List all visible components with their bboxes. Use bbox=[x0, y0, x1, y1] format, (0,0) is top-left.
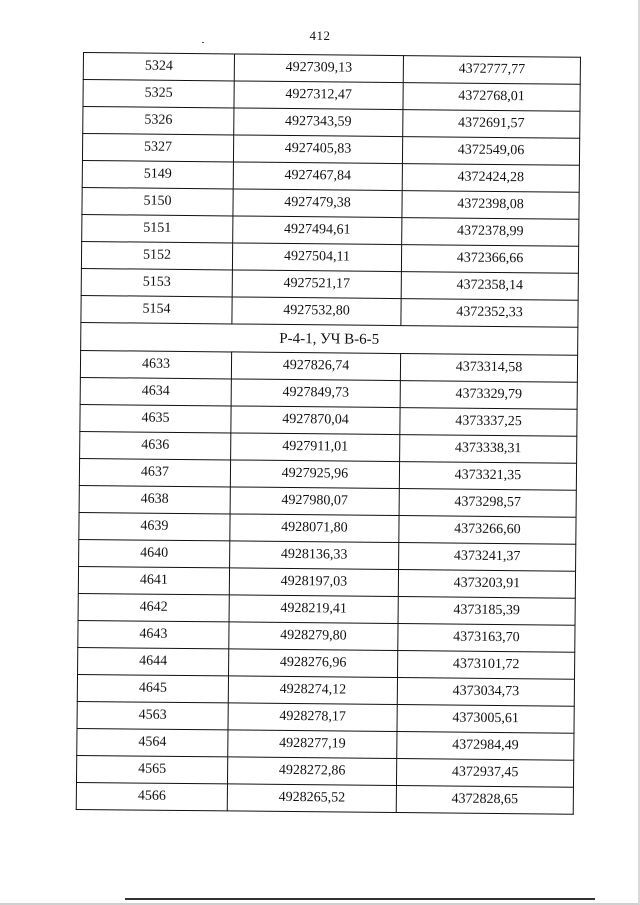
x-coordinate-cell: 4928197,03 bbox=[229, 568, 398, 597]
table-row bbox=[81, 241, 578, 273]
point-number-cell: 5154 bbox=[81, 295, 232, 323]
y-coordinate-cell: 4373034,73 bbox=[397, 678, 574, 707]
x-coordinate-cell: 4927826,74 bbox=[231, 352, 400, 381]
point-number-cell: 5327 bbox=[82, 134, 233, 162]
table-row bbox=[79, 539, 576, 571]
table-row bbox=[82, 214, 579, 246]
y-coordinate-cell: 4372424,28 bbox=[402, 164, 579, 193]
y-coordinate-cell: 4372366,66 bbox=[401, 245, 578, 274]
y-coordinate-cell: 4372691,57 bbox=[403, 110, 580, 139]
x-coordinate-cell: 4928272,86 bbox=[227, 757, 396, 786]
table-row bbox=[79, 458, 576, 490]
x-coordinate-cell: 4928265,52 bbox=[227, 784, 396, 813]
table-row bbox=[77, 701, 574, 733]
point-number-cell: 5325 bbox=[83, 80, 234, 108]
x-coordinate-cell: 4928278,17 bbox=[228, 703, 397, 732]
x-coordinate-cell: 4927312,47 bbox=[234, 81, 403, 110]
point-number-cell: 5153 bbox=[81, 268, 232, 296]
table-row bbox=[78, 647, 575, 679]
y-coordinate-cell: 4372549,06 bbox=[402, 137, 579, 166]
y-coordinate-cell: 4373329,79 bbox=[400, 381, 577, 410]
x-coordinate-cell: 4927467,84 bbox=[233, 162, 402, 191]
point-number-cell: 5152 bbox=[81, 241, 232, 269]
table-row bbox=[79, 512, 576, 544]
x-coordinate-cell: 4927980,07 bbox=[230, 487, 399, 516]
table-row bbox=[78, 620, 575, 652]
table-row bbox=[79, 485, 576, 517]
x-coordinate-cell: 4927870,04 bbox=[231, 406, 400, 435]
table-row bbox=[81, 295, 578, 327]
point-number-cell: 4641 bbox=[78, 566, 229, 594]
y-coordinate-cell: 4373321,35 bbox=[399, 462, 576, 491]
table-row bbox=[77, 674, 574, 706]
table-row bbox=[82, 160, 579, 192]
y-coordinate-cell: 4372768,01 bbox=[403, 83, 580, 112]
y-coordinate-cell: 4373298,57 bbox=[399, 489, 576, 518]
y-coordinate-cell: 4373101,72 bbox=[398, 651, 575, 680]
point-number-cell: 4636 bbox=[80, 431, 231, 459]
point-number-cell: 4637 bbox=[79, 458, 230, 486]
table-row bbox=[80, 404, 577, 436]
table-row bbox=[80, 431, 577, 463]
x-coordinate-cell: 4927309,13 bbox=[234, 54, 403, 83]
table-row bbox=[80, 377, 577, 409]
table-row bbox=[83, 80, 580, 112]
point-number-cell: 5151 bbox=[82, 214, 233, 242]
table-row bbox=[83, 53, 580, 85]
table-row bbox=[83, 107, 580, 139]
y-coordinate-cell: 4372984,49 bbox=[397, 732, 574, 761]
x-coordinate-cell: 4927532,80 bbox=[232, 297, 401, 326]
x-coordinate-cell: 4927925,96 bbox=[230, 460, 399, 489]
x-coordinate-cell: 4928219,41 bbox=[229, 595, 398, 624]
point-number-cell: 5326 bbox=[83, 107, 234, 135]
point-number-cell: 4563 bbox=[77, 701, 228, 729]
page-number: 412 bbox=[309, 28, 331, 43]
point-number-cell: 4643 bbox=[78, 620, 229, 648]
x-coordinate-cell: 4928276,96 bbox=[229, 649, 398, 678]
x-coordinate-cell: 4928279,80 bbox=[229, 622, 398, 651]
point-number-cell: 5149 bbox=[82, 160, 233, 188]
point-number-cell: 4566 bbox=[76, 782, 227, 810]
point-number-cell: 4633 bbox=[80, 350, 231, 378]
y-coordinate-cell: 4373314,58 bbox=[400, 354, 577, 383]
y-coordinate-cell: 4372937,45 bbox=[396, 759, 573, 788]
x-coordinate-cell: 4927504,11 bbox=[232, 243, 401, 272]
table-row bbox=[82, 187, 579, 219]
point-number-cell: 4634 bbox=[80, 377, 231, 405]
y-coordinate-cell: 4373005,61 bbox=[397, 705, 574, 734]
section-title: Р-4-1, УЧ В-6-5 bbox=[81, 322, 578, 355]
point-number-cell: 4640 bbox=[79, 539, 230, 567]
point-number-cell: 4635 bbox=[80, 404, 231, 432]
table-row bbox=[81, 268, 578, 300]
y-coordinate-cell: 4373163,70 bbox=[398, 624, 575, 653]
table-row bbox=[77, 728, 574, 760]
y-coordinate-cell: 4373203,91 bbox=[398, 570, 575, 599]
point-number-cell: 5324 bbox=[83, 53, 234, 81]
table-row bbox=[76, 782, 573, 814]
y-coordinate-cell: 4373266,60 bbox=[399, 516, 576, 545]
table-row bbox=[78, 593, 575, 625]
table-row bbox=[76, 755, 573, 787]
y-coordinate-cell: 4373185,39 bbox=[398, 597, 575, 626]
x-coordinate-cell: 4927405,83 bbox=[233, 135, 402, 164]
x-coordinate-cell: 4927479,38 bbox=[233, 189, 402, 218]
y-coordinate-cell: 4372398,08 bbox=[402, 191, 579, 220]
point-number-cell: 4644 bbox=[78, 647, 229, 675]
x-coordinate-cell: 4928071,80 bbox=[230, 514, 399, 543]
point-number-cell: 4642 bbox=[78, 593, 229, 621]
point-number-cell: 4645 bbox=[77, 674, 228, 702]
x-coordinate-cell: 4927343,59 bbox=[234, 108, 403, 137]
y-coordinate-cell: 4372358,14 bbox=[401, 272, 578, 301]
point-number-cell: 4564 bbox=[77, 728, 228, 756]
y-coordinate-cell: 4373337,25 bbox=[400, 408, 577, 437]
x-coordinate-cell: 4927521,17 bbox=[232, 270, 401, 299]
x-coordinate-cell: 4927849,73 bbox=[231, 379, 400, 408]
x-coordinate-cell: 4927911,01 bbox=[231, 433, 400, 462]
x-coordinate-cell: 4928274,12 bbox=[228, 676, 397, 705]
y-coordinate-cell: 4373241,37 bbox=[399, 543, 576, 572]
y-coordinate-cell: 4372828,65 bbox=[396, 786, 573, 815]
table-row bbox=[82, 134, 579, 166]
y-coordinate-cell: 4373338,31 bbox=[400, 435, 577, 464]
point-number-cell: 4565 bbox=[76, 755, 227, 783]
x-coordinate-cell: 4928277,19 bbox=[228, 730, 397, 759]
table-row bbox=[78, 566, 575, 598]
point-number-cell: 4639 bbox=[79, 512, 230, 540]
scan-bottom-edge bbox=[125, 898, 595, 900]
coordinates-table bbox=[76, 52, 581, 815]
point-number-cell: 4638 bbox=[79, 485, 230, 513]
y-coordinate-cell: 4372777,77 bbox=[403, 56, 580, 85]
x-coordinate-cell: 4927494,61 bbox=[233, 216, 402, 245]
point-number-cell: 5150 bbox=[82, 187, 233, 215]
scan-speck bbox=[202, 42, 204, 43]
coordinates-table-body bbox=[76, 53, 580, 815]
x-coordinate-cell: 4928136,33 bbox=[230, 541, 399, 570]
y-coordinate-cell: 4372378,99 bbox=[402, 218, 579, 247]
table-row bbox=[80, 350, 577, 382]
y-coordinate-cell: 4372352,33 bbox=[401, 299, 578, 328]
